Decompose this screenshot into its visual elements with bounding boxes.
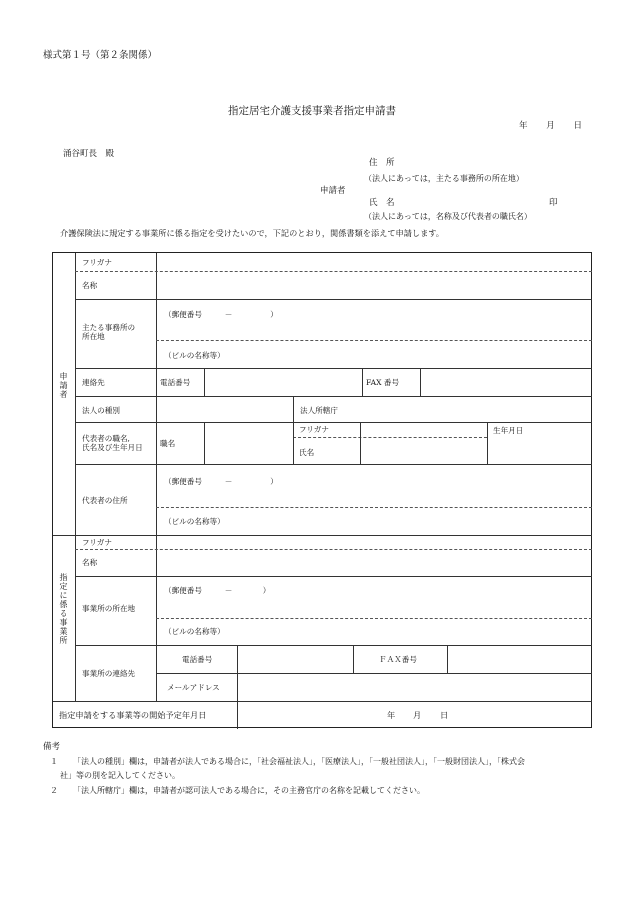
divider xyxy=(360,422,361,464)
office-furigana-label: フリガナ xyxy=(82,538,112,547)
seal-mark: 印 xyxy=(549,198,558,208)
start-date-day: 日 xyxy=(440,710,449,720)
office-contact-label: 事業所の連絡先 xyxy=(82,669,136,678)
divider xyxy=(156,507,592,508)
date-year: 年 xyxy=(519,121,528,131)
rep-address-postal: （郵便番号 － ） xyxy=(164,477,278,486)
divider xyxy=(156,618,592,619)
divider xyxy=(75,576,592,577)
representative-label-1: 代表者の職名, xyxy=(82,434,130,443)
start-date-month: 月 xyxy=(413,710,422,720)
note-1-number: １ xyxy=(50,757,58,766)
note-1-text: 「法人の種別」欄は，申請者が法人である場合に，「社会福祉法人」，「医療法人」，「一般社団法人」，「一般財団法人」，「株式会 xyxy=(73,757,525,766)
divider xyxy=(362,368,363,396)
applicant-section-label: 申請者 xyxy=(59,372,68,399)
divider xyxy=(75,422,592,423)
divider xyxy=(75,271,592,272)
contact-label: 連絡先 xyxy=(82,378,105,387)
fax-label: FAX 番号 xyxy=(366,378,400,387)
rep-furigana-label: フリガナ xyxy=(299,425,329,434)
application-table xyxy=(52,252,592,728)
divider xyxy=(156,673,592,674)
divider xyxy=(53,701,592,702)
applicant-name-label: 名称 xyxy=(82,281,98,290)
addressee: 涌谷町長 殿 xyxy=(63,149,115,159)
main-office-label-2: 所在地 xyxy=(82,332,105,342)
name-label: 氏 名 xyxy=(369,198,395,208)
office-building: （ビルの名称等） xyxy=(164,627,225,636)
form-number: 様式第１号（第２条関係） xyxy=(43,50,158,61)
date-day: 日 xyxy=(573,121,582,131)
application-date xyxy=(519,122,582,131)
date-month: 月 xyxy=(546,121,555,131)
office-email-label: メールアドレス xyxy=(167,683,220,692)
divider xyxy=(53,535,592,536)
representative-label xyxy=(82,434,143,453)
divider xyxy=(237,645,238,701)
divider xyxy=(75,299,592,300)
rep-address-building: （ビルの名称等） xyxy=(164,517,225,526)
note-1-continued: 社」等の別を記入してください。 xyxy=(60,771,180,780)
applicant-label: 申請者 xyxy=(320,186,346,196)
intro-text: 介護保険法に規定する事業所に係る指定を受けたいので，下記のとおり，関係書類を添えて申請します。 xyxy=(60,228,444,238)
rep-name-label: 氏名 xyxy=(299,448,315,457)
office-section-label: 指定に係る事業所 xyxy=(59,573,68,645)
rep-address-label: 代表者の住所 xyxy=(82,496,128,505)
divider xyxy=(487,422,488,464)
divider xyxy=(75,253,76,701)
office-phone-label: 電話番号 xyxy=(182,655,213,664)
main-office-building: （ビルの名称等） xyxy=(164,351,225,360)
main-office-label-1: 主たる事務所の xyxy=(82,323,136,332)
address-label: 住 所 xyxy=(369,158,395,168)
name-note: （法人にあっては，名称及び代表者の職氏名） xyxy=(364,212,532,221)
address-note: （法人にあっては，主たる事務所の所在地） xyxy=(364,174,524,183)
document-title: 指定居宅介護支援事業者指定申請書 xyxy=(228,105,396,117)
divider xyxy=(156,340,592,341)
competent-agency-label: 法人所轄庁 xyxy=(300,406,338,415)
corp-type-label: 法人の種別 xyxy=(82,406,120,415)
note-2-number: ２ xyxy=(50,786,58,795)
applicant-furigana-label: フリガナ xyxy=(82,258,112,267)
divider xyxy=(156,253,157,701)
divider xyxy=(75,396,592,397)
office-postal: （郵便番号 － ） xyxy=(164,586,271,595)
divider xyxy=(204,422,205,464)
note-2-text: 「法人所轄庁」欄は，申請者が認可法人である場合に，その主務官庁の名称を記載してください。 xyxy=(73,786,425,795)
divider xyxy=(353,645,354,673)
notes-title: 備考 xyxy=(43,742,61,752)
start-date-year: 年 xyxy=(387,710,396,720)
rep-title-label: 職名 xyxy=(160,439,176,448)
divider xyxy=(293,437,487,438)
divider xyxy=(237,701,238,729)
representative-label-2: 氏名及び生年月日 xyxy=(82,443,143,453)
divider xyxy=(75,645,592,646)
office-address-label: 事業所の所在地 xyxy=(82,604,136,613)
divider xyxy=(447,645,448,673)
divider xyxy=(75,464,592,465)
birthdate-label: 生年月日 xyxy=(493,426,524,435)
divider xyxy=(75,549,592,550)
main-office-postal: （郵便番号 － ） xyxy=(164,310,278,319)
start-date-label: 指定申請をする事業等の開始予定年月日 xyxy=(59,710,207,720)
divider xyxy=(420,368,421,396)
divider xyxy=(293,396,294,464)
phone-label: 電話番号 xyxy=(160,378,191,387)
office-fax-label: ＦＡＸ番号 xyxy=(379,655,417,664)
office-name-label: 名称 xyxy=(82,558,98,567)
divider xyxy=(75,368,592,369)
main-office-label xyxy=(82,323,135,342)
divider xyxy=(204,368,205,396)
